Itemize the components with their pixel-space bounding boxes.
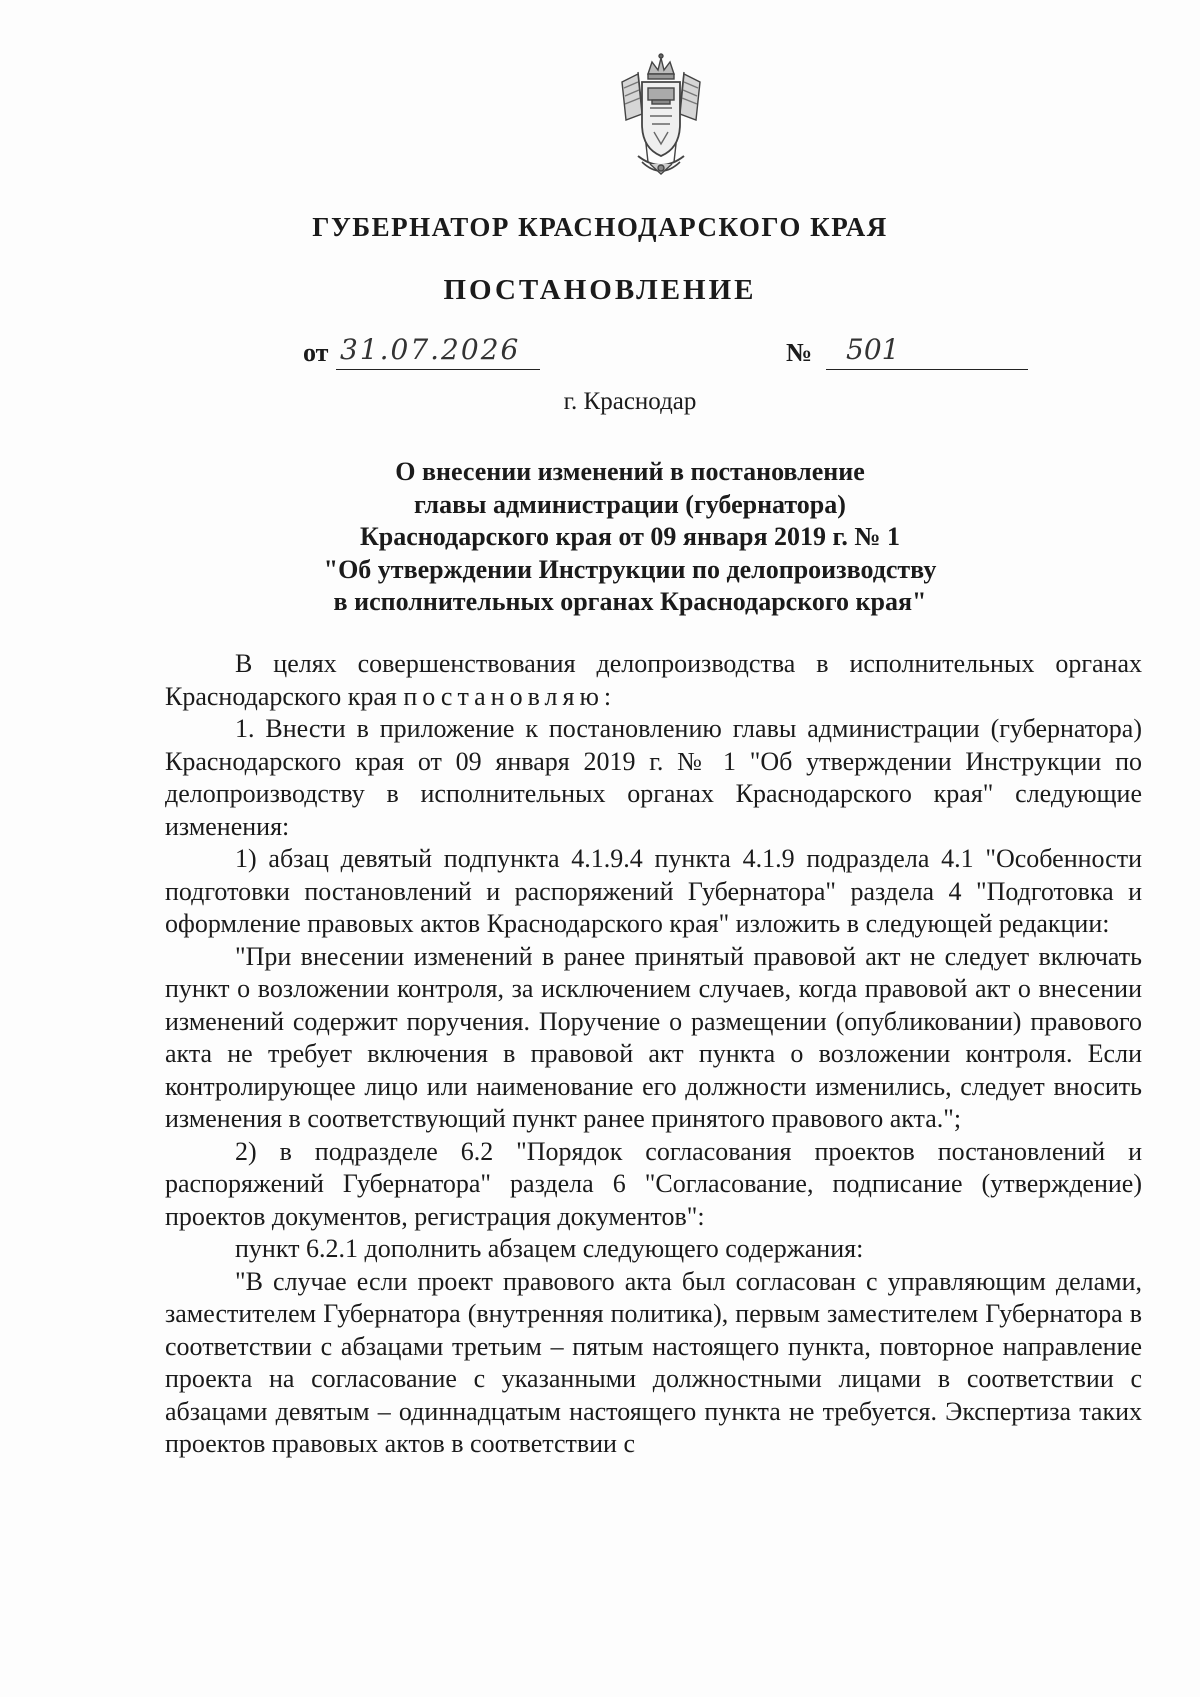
issuing-authority: ГУБЕРНАТОР КРАСНОДАРСКОГО КРАЯ (312, 212, 888, 242)
title-line: О внесении изменений в постановление (395, 457, 865, 486)
resolution-keyword: постановляю (403, 681, 604, 711)
document-type: ПОСТАНОВЛЕНИЕ (443, 274, 757, 306)
title-line: "Об утверждении Инструкции по делопроизводству (323, 554, 937, 584)
body-paragraph: 1. Внести в приложение к постановлению главы администрации (губернатора) Краснодарского края от 09 января 2019 г. № 1 "Об утверждении Инструкции по делопроизводству в исполнительных органах Краснодарского края" следующие изменения: (165, 714, 1142, 841)
title-line: Краснодарского края от 09 января 2019 г. № 1 (359, 522, 901, 551)
document-body (165, 648, 1142, 1461)
coat-of-arms-icon (608, 52, 714, 182)
intro-end: : (603, 681, 612, 711)
document-title (290, 456, 970, 619)
city-of-issue: г. Краснодар (563, 388, 697, 415)
body-paragraph: пункт 6.2.1 дополнить абзацем следующего содержания: (235, 1234, 864, 1263)
intro-paragraph (165, 648, 1142, 713)
intro-text: В целях совершенствования делопроизводства в исполнительных органах Краснодарского края (165, 649, 1142, 711)
body-paragraph: "При внесении изменений в ранее принятый правовой акт не следует включать пункт о возложении контроля, за исключением случаев, когда правовой акт о внесении изменений содержит поручения. Поручение о размещении (опубликовании) правового акта не требует включения в правовой акт пункта о возложении контроля. Если контролирующее лицо или наименование его должности изменились, следует вносить изменения в соответствующий пункт ранее принятого правового акта."; (165, 941, 1142, 1133)
body-paragraph: "В случае если проект правового акта был согласован с управляющим делами, заместителем Губернатора (внутренняя политика), первым заместителем Губернатора в соответствии с абзацами третьим – пятым настоящего пункта, повторное направление проекта на согласование с указанными должностными лицами в соответствии с абзацами девятым – одиннадцатым настоящего пункта не требуется. Экспертиза таких проектов правовых актов в соответствии с (165, 1266, 1142, 1458)
title-line: главы администрации (губернатора) (414, 489, 846, 519)
title-line: в исполнительных органах Краснодарского края" (333, 587, 927, 616)
document-number: 501 (826, 330, 1028, 370)
body-paragraph: 2) в подразделе 6.2 "Порядок согласования проектов постановлений и распоряжений Губернатора" раздела 6 "Согласование, подписание (утверждение) проектов документов, регистрация документов": (165, 1136, 1142, 1231)
date-prefix: от (303, 338, 329, 367)
document-date: 31.07.2026 (336, 330, 540, 370)
body-paragraph: 1) абзац девятый подпункта 4.1.9.4 пункта 4.1.9 подраздела 4.1 "Особенности подготовки постановлений и распоряжений Губернатора" раздела 4 "Подготовка и оформление правовых актов Краснодарского края" изложить в следующей редакции: (165, 844, 1142, 938)
number-prefix: № (786, 338, 813, 367)
